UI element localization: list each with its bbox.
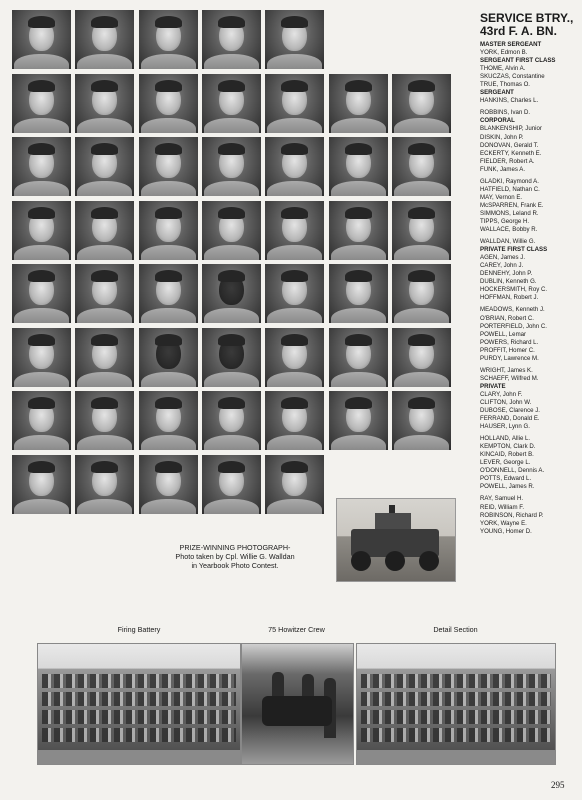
roster-name: HOCKERSMITH, Roy C. <box>480 286 548 294</box>
roster-name: PROFFIT, Homer C. <box>480 346 535 354</box>
portrait-shoulders <box>267 118 322 133</box>
portrait-hair <box>281 80 308 92</box>
portrait-hair <box>218 80 245 92</box>
portrait-hair <box>28 270 55 282</box>
portrait-hair <box>281 207 308 219</box>
portrait-hair <box>408 270 435 282</box>
portrait-photo <box>202 201 261 260</box>
portrait-photo <box>75 391 134 450</box>
portrait-hair <box>408 207 435 219</box>
roster-name: GLADKI, Raymond A. <box>480 177 539 185</box>
roster-name: FERRAND, Donald E. <box>480 415 540 423</box>
portrait-hair <box>218 143 245 155</box>
section-title-line1: SERVICE BTRY., <box>480 11 574 25</box>
roster-rank: CORPORAL <box>480 117 515 125</box>
soldier-row <box>361 728 551 742</box>
portrait-photo <box>12 264 71 323</box>
roster-name: HOLLAND, Allie L. <box>480 435 531 443</box>
portrait-shoulders <box>77 308 132 323</box>
portrait-hair <box>155 16 182 28</box>
portrait-shoulders <box>331 435 386 450</box>
portrait-shoulders <box>204 308 259 323</box>
portrait-photo <box>139 201 198 260</box>
portrait-shoulders <box>14 54 69 69</box>
portrait-hair <box>28 334 55 346</box>
caption-line1: PRIZE-WINNING PHOTOGRAPH- <box>179 543 291 552</box>
portrait-photo <box>265 328 324 387</box>
portrait-photo <box>139 10 198 69</box>
portrait-hair <box>28 207 55 219</box>
roster-rank: SERGEANT <box>480 89 514 97</box>
portrait-hair <box>28 461 55 473</box>
portrait-photo <box>329 391 388 450</box>
portrait-photo <box>202 328 261 387</box>
portrait-hair <box>91 334 118 346</box>
portrait-hair <box>345 270 372 282</box>
portrait-photo <box>329 201 388 260</box>
roster-name: WALLACE, Bobby R. <box>480 226 538 234</box>
portrait-photo <box>12 10 71 69</box>
portrait-hair <box>345 397 372 409</box>
roster-name: SKUCZAS, Constantine <box>480 73 545 81</box>
portrait-photo <box>75 10 134 69</box>
portrait-hair <box>91 80 118 92</box>
roster-name: HANKINS, Charles L. <box>480 97 539 105</box>
portrait-shoulders <box>141 308 196 323</box>
roster-name: DUBLIN, Kenneth G. <box>480 278 537 286</box>
portrait-hair <box>345 143 372 155</box>
portrait-shoulders <box>394 308 449 323</box>
roster-name: TRUE, Thomas O. <box>480 81 531 89</box>
portrait-hair <box>218 397 245 409</box>
portrait-hair <box>408 397 435 409</box>
portrait-hair <box>155 270 182 282</box>
roster-name: FIELDER, Robert A. <box>480 157 535 165</box>
portrait-photo <box>392 391 451 450</box>
portrait-shoulders <box>331 245 386 260</box>
group-photo-detail-section <box>356 643 556 765</box>
portrait-shoulders <box>204 372 259 387</box>
section-title-line2: 43rd F. A. BN. <box>480 24 557 38</box>
portrait-hair <box>408 80 435 92</box>
portrait-shoulders <box>77 181 132 196</box>
portrait-photo <box>139 137 198 196</box>
portrait-hair <box>91 16 118 28</box>
portrait-hair <box>281 334 308 346</box>
roster-name: DENNEHY, John P. <box>480 270 533 278</box>
portrait-photo <box>392 74 451 133</box>
portrait-photo <box>265 201 324 260</box>
portrait-photo <box>329 328 388 387</box>
portrait-shoulders <box>394 372 449 387</box>
portrait-hair <box>91 270 118 282</box>
roster-list <box>480 41 578 536</box>
portrait-photo <box>202 74 261 133</box>
portrait-hair <box>408 143 435 155</box>
portrait-shoulders <box>394 181 449 196</box>
portrait-shoulders <box>267 181 322 196</box>
roster-name: YOUNG, Homer D. <box>480 527 532 535</box>
portrait-hair <box>91 461 118 473</box>
portrait-shoulders <box>141 245 196 260</box>
portrait-shoulders <box>14 499 69 514</box>
portrait-shoulders <box>331 372 386 387</box>
portrait-shoulders <box>331 181 386 196</box>
roster-name: POWERS, Richard L. <box>480 338 539 346</box>
portrait-photo <box>329 74 388 133</box>
group-title-detail-section: Detail Section <box>433 625 478 634</box>
portrait-hair <box>155 207 182 219</box>
group-title-howitzer-crew: 75 Howitzer Crew <box>268 625 325 634</box>
portrait-photo <box>139 328 198 387</box>
portrait-photo <box>12 137 71 196</box>
roster-name: KEMPTON, Clark D. <box>480 443 536 451</box>
portrait-hair <box>91 207 118 219</box>
portrait-hair <box>281 16 308 28</box>
portrait-shoulders <box>141 181 196 196</box>
portrait-photo <box>392 328 451 387</box>
roster-name: HOFFMAN, Robert J. <box>480 294 539 302</box>
portrait-shoulders <box>394 435 449 450</box>
portrait-shoulders <box>267 308 322 323</box>
portrait-shoulders <box>77 372 132 387</box>
portrait-shoulders <box>141 54 196 69</box>
group-photo-firing-battery <box>37 643 241 765</box>
portrait-shoulders <box>14 245 69 260</box>
portrait-shoulders <box>77 499 132 514</box>
ground <box>38 750 240 764</box>
portrait-photo <box>139 264 198 323</box>
soldier-row <box>361 674 551 688</box>
roster-name: ROBBINS, Ivan D. <box>480 109 531 117</box>
roster-name: LEVER, George L. <box>480 459 531 467</box>
roster-name: WALLDAN, Willie G. <box>480 238 536 246</box>
portrait-shoulders <box>14 181 69 196</box>
roster-name: MAY, Vernon E. <box>480 193 523 201</box>
portrait-photo <box>392 137 451 196</box>
portrait-photo <box>265 74 324 133</box>
portrait-shoulders <box>331 118 386 133</box>
portrait-hair <box>408 334 435 346</box>
portrait-hair <box>218 270 245 282</box>
roster-name: WRIGHT, James K. <box>480 366 533 374</box>
portrait-hair <box>218 207 245 219</box>
portrait-shoulders <box>267 499 322 514</box>
portrait-photo <box>75 201 134 260</box>
photo-caption <box>150 543 320 570</box>
portrait-photo <box>202 264 261 323</box>
soldier-row <box>42 710 236 724</box>
portrait-photo <box>139 455 198 514</box>
soldier-row <box>361 710 551 724</box>
portrait-shoulders <box>394 118 449 133</box>
roster-name: YORK, Wayne E. <box>480 519 527 527</box>
roster-name: O'DONNELL, Dennis A. <box>480 467 545 475</box>
roster-name: PURDY, Lawrence M. <box>480 354 539 362</box>
portrait-shoulders <box>77 435 132 450</box>
portrait-photo <box>12 201 71 260</box>
portrait-photo <box>202 10 261 69</box>
portrait-shoulders <box>77 245 132 260</box>
caption-line3: in Yearbook Photo Contest. <box>191 561 279 570</box>
portrait-photo <box>75 328 134 387</box>
roster-name: BLANKENSHIP, Junior <box>480 125 542 133</box>
portrait-shoulders <box>141 435 196 450</box>
portrait-shoulders <box>204 181 259 196</box>
portrait-hair <box>28 16 55 28</box>
portrait-shoulders <box>14 118 69 133</box>
howitzer-gun <box>262 696 332 726</box>
vehicle-wheel <box>385 551 405 571</box>
portrait-photo <box>12 328 71 387</box>
portrait-shoulders <box>204 435 259 450</box>
roster-name: ROBINSON, Richard P. <box>480 511 544 519</box>
portrait-shoulders <box>204 54 259 69</box>
portrait-photo <box>265 137 324 196</box>
portrait-shoulders <box>267 54 322 69</box>
roster-name: O'BRIAN, Robert C. <box>480 314 534 322</box>
roster-name: TIPPS, George H. <box>480 217 530 225</box>
portrait-hair <box>28 397 55 409</box>
portrait-hair <box>91 143 118 155</box>
roster-name: YORK, Edmon B. <box>480 49 528 57</box>
soldier-row <box>42 692 236 706</box>
portrait-hair <box>28 143 55 155</box>
roster-name: POWELL, Lemar <box>480 330 527 338</box>
roster-name: THOME, Alvin A. <box>480 65 526 73</box>
portrait-photo <box>265 10 324 69</box>
portrait-shoulders <box>77 54 132 69</box>
portrait-hair <box>281 143 308 155</box>
roster-rank: PRIVATE FIRST CLASS <box>480 246 548 254</box>
portrait-shoulders <box>14 372 69 387</box>
roster-name: AGEN, James J. <box>480 254 526 262</box>
portrait-photo <box>265 455 324 514</box>
portrait-shoulders <box>394 245 449 260</box>
portrait-shoulders <box>267 435 322 450</box>
roster-name: HAUSER, Lynn G. <box>480 423 530 431</box>
portrait-hair <box>155 334 182 346</box>
roster-name: RAY, Samuel H. <box>480 495 524 503</box>
portrait-photo <box>75 264 134 323</box>
portrait-shoulders <box>14 435 69 450</box>
portrait-hair <box>28 80 55 92</box>
portrait-hair <box>155 143 182 155</box>
portrait-hair <box>281 461 308 473</box>
roster-name: DUBOSE, Clarence J. <box>480 407 540 415</box>
roster-name: ECKERTY, Kenneth E. <box>480 149 542 157</box>
group-title-firing-battery: Firing Battery <box>117 625 161 634</box>
caption-line2: Photo taken by Cpl. Willie G. Walldan <box>175 552 295 561</box>
roster-name: CLARY, John F. <box>480 390 523 398</box>
portrait-hair <box>345 80 372 92</box>
roster-name: HATFIELD, Nathan C. <box>480 185 540 193</box>
portrait-photo <box>329 264 388 323</box>
roster-name: SCHAEFF, Wilfred M. <box>480 374 539 382</box>
portrait-shoulders <box>331 308 386 323</box>
portrait-shoulders <box>204 499 259 514</box>
ground <box>357 750 555 764</box>
portrait-shoulders <box>141 372 196 387</box>
roster-name: FUNK, James A. <box>480 165 526 173</box>
portrait-hair <box>281 397 308 409</box>
portrait-hair <box>218 334 245 346</box>
vehicle-wheel <box>419 551 439 571</box>
portrait-photo <box>12 455 71 514</box>
roster-name: PORTERFIELD, John C. <box>480 322 547 330</box>
portrait-photo <box>139 391 198 450</box>
portrait-photo <box>75 137 134 196</box>
portrait-photo <box>12 74 71 133</box>
portrait-hair <box>345 334 372 346</box>
roster-name: CAREY, John J. <box>480 262 524 270</box>
soldier-row <box>42 728 236 742</box>
roster-name: MEADOWS, Kenneth J. <box>480 306 545 314</box>
roster-name: SIMMONS, Leland R. <box>480 209 539 217</box>
portrait-photo <box>12 391 71 450</box>
portrait-hair <box>345 207 372 219</box>
roster-name: KINCAID, Robert B. <box>480 451 534 459</box>
portrait-hair <box>155 397 182 409</box>
portrait-hair <box>218 461 245 473</box>
roster-name: DONOVAN, Gerald T. <box>480 141 539 149</box>
roster-name: REID, William F. <box>480 503 525 511</box>
section-heading <box>480 12 575 38</box>
roster-rank: PRIVATE <box>480 382 506 390</box>
portrait-hair <box>155 461 182 473</box>
portrait-shoulders <box>77 118 132 133</box>
portrait-photo <box>392 264 451 323</box>
portrait-photo <box>329 137 388 196</box>
portrait-photo <box>265 391 324 450</box>
roster-rank: SERGEANT FIRST CLASS <box>480 57 556 65</box>
roster-name: McSPARREN, Frank E. <box>480 201 544 209</box>
portrait-photo <box>202 455 261 514</box>
portrait-photo <box>392 201 451 260</box>
page-number: 295 <box>551 780 565 790</box>
portrait-shoulders <box>14 308 69 323</box>
portrait-hair <box>218 16 245 28</box>
roster-name: POWELL, James R. <box>480 483 535 491</box>
roster-name: DISKIN, John P. <box>480 133 524 141</box>
soldier-row <box>361 692 551 706</box>
soldier-row <box>42 674 236 688</box>
portrait-shoulders <box>267 372 322 387</box>
portrait-hair <box>281 270 308 282</box>
vehicle-wheel <box>351 551 371 571</box>
prize-winning-photo <box>336 498 456 582</box>
portrait-hair <box>155 80 182 92</box>
portrait-hair <box>91 397 118 409</box>
group-photo-howitzer-crew <box>241 643 354 765</box>
portrait-photo <box>202 391 261 450</box>
portrait-photo <box>139 74 198 133</box>
roster-name: CLIFTON, John W. <box>480 398 532 406</box>
portrait-shoulders <box>204 245 259 260</box>
portrait-photo <box>75 455 134 514</box>
portrait-shoulders <box>204 118 259 133</box>
portrait-shoulders <box>141 499 196 514</box>
roster-name: POTTS, Edward L. <box>480 475 532 483</box>
roster-rank: MASTER SERGEANT <box>480 41 542 48</box>
portrait-shoulders <box>267 245 322 260</box>
portrait-photo <box>202 137 261 196</box>
portrait-shoulders <box>141 118 196 133</box>
portrait-photo <box>265 264 324 323</box>
portrait-photo <box>75 74 134 133</box>
